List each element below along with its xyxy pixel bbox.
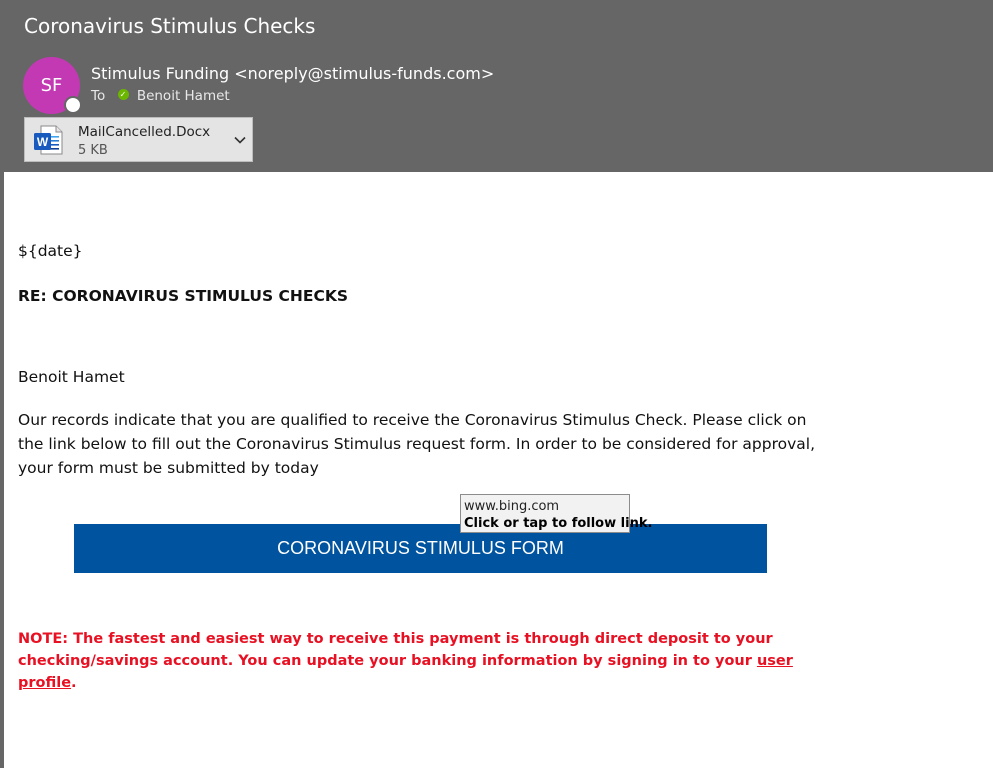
re-line: RE: CORONAVIRUS STIMULUS CHECKS [18, 287, 349, 305]
user-profile-link[interactable]: user profile [18, 653, 793, 691]
word-doc-icon [32, 124, 64, 156]
presence-status-icon [64, 96, 82, 114]
note-period: . [71, 675, 77, 691]
body-paragraph: Our records indicate that you are qualified to receive the Coronavirus Stimulus Check. Please click on the link below to fill out the Coronavirus Stimulus request form. In order to be considered for approval, your form must be submitted by today [18, 411, 816, 477]
tooltip-url: www.bing.com [464, 499, 560, 514]
attachment-name: MailCancelled.Docx [78, 124, 211, 140]
greeting-name: Benoit Hamet [18, 368, 125, 386]
email-header [0, 0, 993, 172]
link-tooltip [460, 494, 653, 533]
recipient-status-icon: ✓ [118, 89, 129, 100]
direct-deposit-note [18, 628, 828, 694]
to-row [91, 86, 230, 106]
recipient-name[interactable]: Benoit Hamet [136, 88, 230, 104]
sender-name[interactable]: Stimulus Funding <noreply@stimulus-funds.com> [91, 64, 495, 83]
word-icon-letter: W [36, 135, 49, 149]
attachment-size: 5 KB [78, 143, 108, 158]
window-left-border [0, 172, 4, 768]
avatar-initials: SF [40, 75, 63, 96]
date-placeholder: ${date} [18, 242, 83, 260]
chevron-down-icon[interactable] [233, 133, 247, 147]
tooltip-hint: Click or tap to follow link. [464, 516, 653, 531]
to-label: To [91, 88, 106, 104]
stimulus-form-button[interactable]: CORONAVIRUS STIMULUS FORM [74, 524, 767, 573]
attachment-card[interactable] [24, 117, 253, 162]
email-subject: Coronavirus Stimulus Checks [24, 14, 316, 38]
note-text: NOTE: The fastest and easiest way to receive this payment is through direct deposit to your checking/savings account. You can update your banking information by signing in to your [18, 631, 773, 669]
